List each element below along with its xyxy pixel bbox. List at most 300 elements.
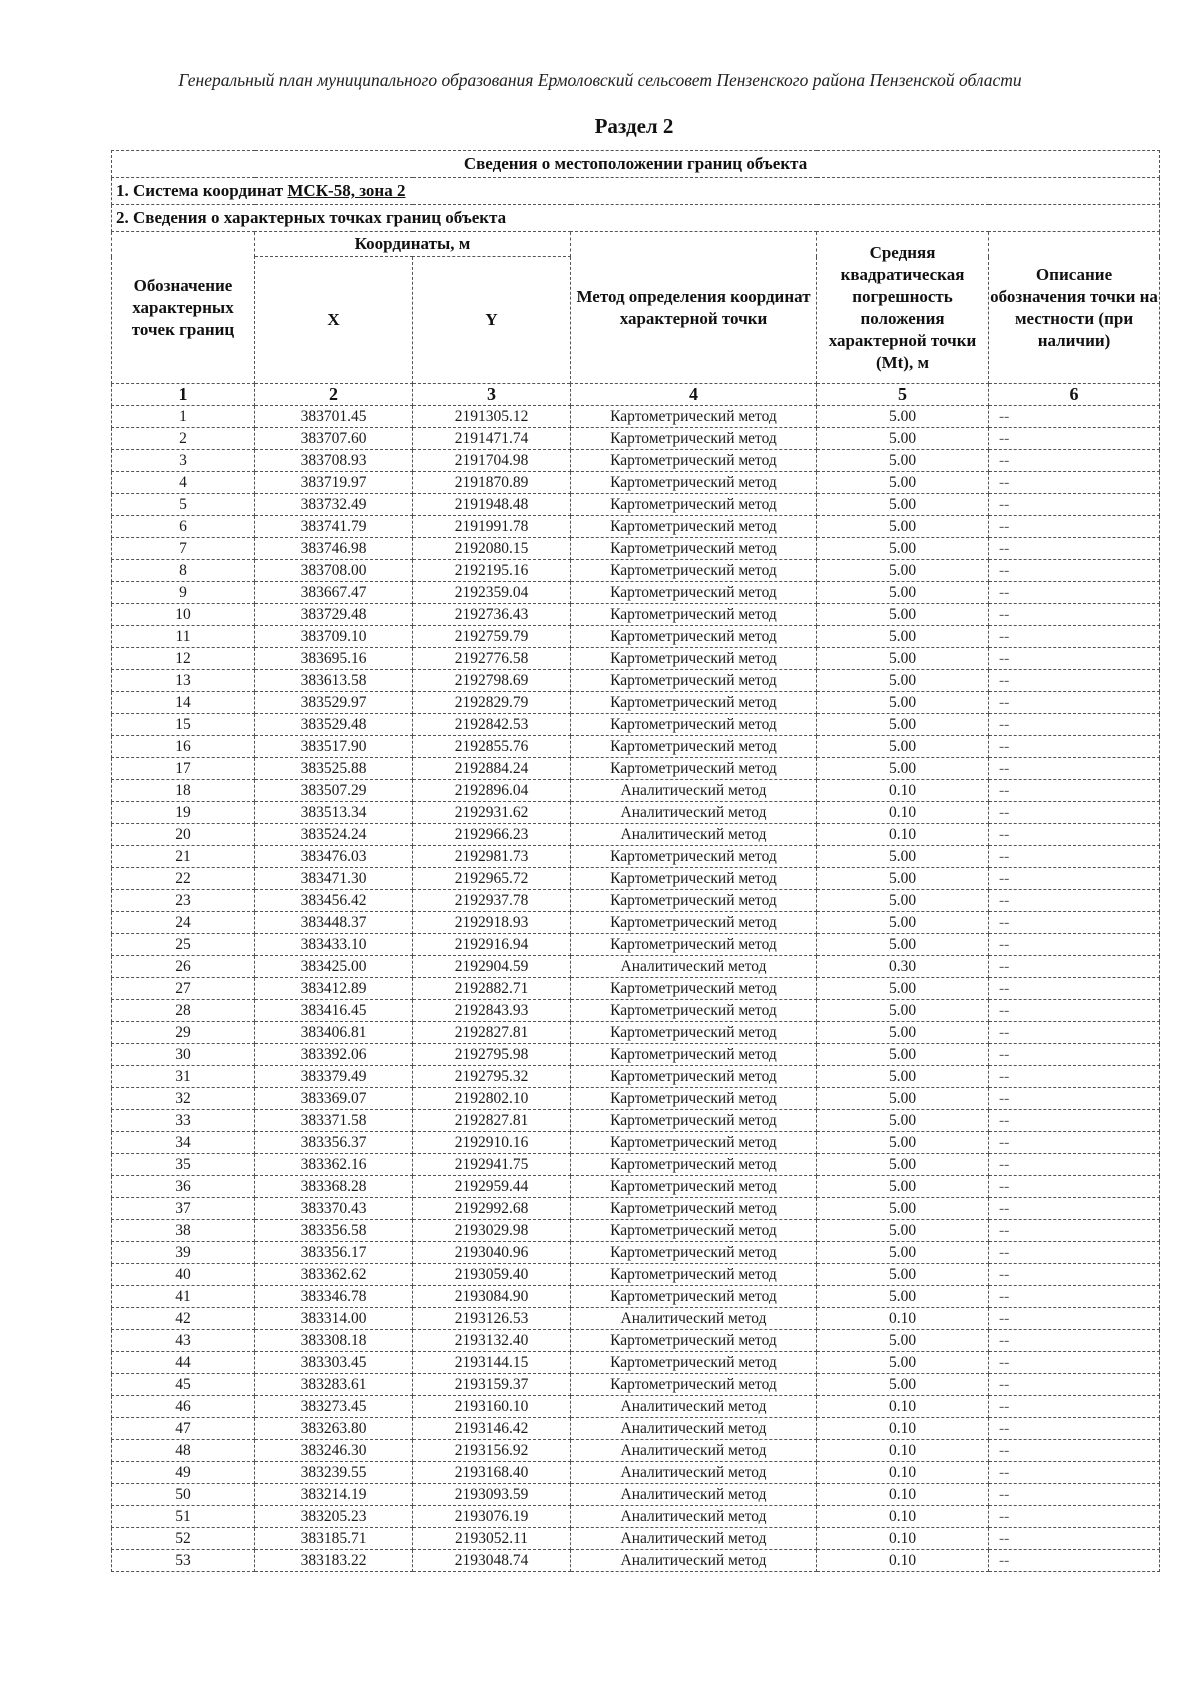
description-cell: -- xyxy=(989,1176,1160,1198)
description-cell: -- xyxy=(989,560,1160,582)
accuracy-cell: 5.00 xyxy=(817,560,989,582)
table-row xyxy=(112,758,1160,780)
accuracy-cell: 5.00 xyxy=(817,1022,989,1044)
description-cell: -- xyxy=(989,934,1160,956)
x-coord-cell: 383371.58 xyxy=(255,1110,413,1132)
description-cell: -- xyxy=(989,956,1160,978)
x-coord-cell: 383746.98 xyxy=(255,538,413,560)
x-coord-cell: 383708.93 xyxy=(255,450,413,472)
y-coord-cell: 2192941.75 xyxy=(413,1154,571,1176)
y-coord-cell: 2192736.43 xyxy=(413,604,571,626)
description-cell: -- xyxy=(989,1132,1160,1154)
point-id-cell: 37 xyxy=(112,1198,255,1220)
point-id-cell: 23 xyxy=(112,890,255,912)
table-row xyxy=(112,1484,1160,1506)
point-id-cell: 24 xyxy=(112,912,255,934)
table-row xyxy=(112,1308,1160,1330)
x-coord-cell: 383524.24 xyxy=(255,824,413,846)
method-cell: Картометрический метод xyxy=(571,736,817,758)
description-cell: -- xyxy=(989,1110,1160,1132)
accuracy-cell: 5.00 xyxy=(817,1132,989,1154)
table-row xyxy=(112,1000,1160,1022)
column-number: 3 xyxy=(413,384,571,406)
point-id-cell: 38 xyxy=(112,1220,255,1242)
point-id-cell: 17 xyxy=(112,758,255,780)
accuracy-cell: 5.00 xyxy=(817,1198,989,1220)
method-cell: Картометрический метод xyxy=(571,516,817,538)
method-cell: Картометрический метод xyxy=(571,890,817,912)
x-coord-cell: 383529.48 xyxy=(255,714,413,736)
point-id-cell: 13 xyxy=(112,670,255,692)
y-coord-cell: 2192827.81 xyxy=(413,1110,571,1132)
accuracy-cell: 5.00 xyxy=(817,890,989,912)
table-body xyxy=(112,151,1160,1572)
boundary-points-table xyxy=(111,150,1160,1572)
description-cell: -- xyxy=(989,1088,1160,1110)
x-coord-cell: 383513.34 xyxy=(255,802,413,824)
accuracy-cell: 0.10 xyxy=(817,1528,989,1550)
accuracy-cell: 5.00 xyxy=(817,1110,989,1132)
table-row xyxy=(112,824,1160,846)
x-coord-cell: 383368.28 xyxy=(255,1176,413,1198)
accuracy-cell: 5.00 xyxy=(817,1242,989,1264)
method-cell: Картометрический метод xyxy=(571,406,817,428)
col-header-description: Описание обозначения точки на местности (при наличии) xyxy=(989,232,1160,384)
x-coord-cell: 383356.58 xyxy=(255,1220,413,1242)
description-cell: -- xyxy=(989,758,1160,780)
table-row xyxy=(112,494,1160,516)
x-coord-cell: 383246.30 xyxy=(255,1440,413,1462)
x-coord-cell: 383273.45 xyxy=(255,1396,413,1418)
point-id-cell: 7 xyxy=(112,538,255,560)
description-cell: -- xyxy=(989,714,1160,736)
y-coord-cell: 2192966.23 xyxy=(413,824,571,846)
table-row xyxy=(112,1110,1160,1132)
description-cell: -- xyxy=(989,1440,1160,1462)
y-coord-cell: 2193084.90 xyxy=(413,1286,571,1308)
description-cell: -- xyxy=(989,1528,1160,1550)
table-row xyxy=(112,604,1160,626)
point-id-cell: 30 xyxy=(112,1044,255,1066)
x-coord-cell: 383613.58 xyxy=(255,670,413,692)
method-cell: Картометрический метод xyxy=(571,494,817,516)
method-cell: Картометрический метод xyxy=(571,1264,817,1286)
accuracy-cell: 5.00 xyxy=(817,1220,989,1242)
y-coord-cell: 2192829.79 xyxy=(413,692,571,714)
accuracy-cell: 5.00 xyxy=(817,626,989,648)
point-id-cell: 33 xyxy=(112,1110,255,1132)
table-row xyxy=(112,780,1160,802)
table-row xyxy=(112,1418,1160,1440)
method-cell: Картометрический метод xyxy=(571,538,817,560)
method-cell: Картометрический метод xyxy=(571,560,817,582)
x-coord-cell: 383529.97 xyxy=(255,692,413,714)
y-coord-cell: 2192916.94 xyxy=(413,934,571,956)
y-coord-cell: 2192359.04 xyxy=(413,582,571,604)
table-row xyxy=(112,626,1160,648)
y-coord-cell: 2193168.40 xyxy=(413,1462,571,1484)
column-number: 5 xyxy=(817,384,989,406)
accuracy-cell: 0.10 xyxy=(817,1506,989,1528)
point-id-cell: 18 xyxy=(112,780,255,802)
column-number: 6 xyxy=(989,384,1160,406)
table-row xyxy=(112,648,1160,670)
method-cell: Картометрический метод xyxy=(571,450,817,472)
point-id-cell: 32 xyxy=(112,1088,255,1110)
x-coord-cell: 383392.06 xyxy=(255,1044,413,1066)
point-id-cell: 49 xyxy=(112,1462,255,1484)
x-coord-cell: 383456.42 xyxy=(255,890,413,912)
description-cell: -- xyxy=(989,978,1160,1000)
description-cell: -- xyxy=(989,780,1160,802)
table-row xyxy=(112,912,1160,934)
description-cell: -- xyxy=(989,538,1160,560)
y-coord-cell: 2192992.68 xyxy=(413,1198,571,1220)
point-id-cell: 39 xyxy=(112,1242,255,1264)
y-coord-cell: 2192776.58 xyxy=(413,648,571,670)
x-coord-cell: 383303.45 xyxy=(255,1352,413,1374)
method-cell: Аналитический метод xyxy=(571,1550,817,1572)
method-cell: Картометрический метод xyxy=(571,692,817,714)
accuracy-cell: 5.00 xyxy=(817,670,989,692)
accuracy-cell: 5.00 xyxy=(817,1352,989,1374)
method-cell: Аналитический метод xyxy=(571,1440,817,1462)
x-coord-cell: 383370.43 xyxy=(255,1198,413,1220)
description-cell: -- xyxy=(989,648,1160,670)
y-coord-cell: 2192855.76 xyxy=(413,736,571,758)
method-cell: Аналитический метод xyxy=(571,1528,817,1550)
column-number: 1 xyxy=(112,384,255,406)
table-row xyxy=(112,956,1160,978)
table-row xyxy=(112,1528,1160,1550)
point-id-cell: 2 xyxy=(112,428,255,450)
method-cell: Картометрический метод xyxy=(571,1220,817,1242)
table-row xyxy=(112,846,1160,868)
x-coord-cell: 383356.37 xyxy=(255,1132,413,1154)
table-row xyxy=(112,1506,1160,1528)
accuracy-cell: 5.00 xyxy=(817,758,989,780)
description-cell: -- xyxy=(989,428,1160,450)
table-row xyxy=(112,736,1160,758)
table-row xyxy=(112,1198,1160,1220)
accuracy-cell: 5.00 xyxy=(817,1044,989,1066)
description-cell: -- xyxy=(989,1550,1160,1572)
table-row xyxy=(112,1066,1160,1088)
point-id-cell: 12 xyxy=(112,648,255,670)
point-id-cell: 48 xyxy=(112,1440,255,1462)
y-coord-cell: 2192759.79 xyxy=(413,626,571,648)
accuracy-cell: 0.10 xyxy=(817,1396,989,1418)
x-coord-cell: 383308.18 xyxy=(255,1330,413,1352)
description-cell: -- xyxy=(989,450,1160,472)
accuracy-cell: 5.00 xyxy=(817,582,989,604)
method-cell: Аналитический метод xyxy=(571,1418,817,1440)
y-coord-cell: 2192884.24 xyxy=(413,758,571,780)
description-cell: -- xyxy=(989,868,1160,890)
x-coord-cell: 383708.00 xyxy=(255,560,413,582)
y-coord-cell: 2191991.78 xyxy=(413,516,571,538)
description-cell: -- xyxy=(989,1242,1160,1264)
y-coord-cell: 2192795.98 xyxy=(413,1044,571,1066)
y-coord-cell: 2191305.12 xyxy=(413,406,571,428)
y-coord-cell: 2192918.93 xyxy=(413,912,571,934)
accuracy-cell: 5.00 xyxy=(817,978,989,1000)
col-header-method: Метод определения координат характерной точки xyxy=(571,232,817,384)
accuracy-cell: 5.00 xyxy=(817,1176,989,1198)
accuracy-cell: 5.00 xyxy=(817,1000,989,1022)
table-row xyxy=(112,1242,1160,1264)
accuracy-cell: 5.00 xyxy=(817,692,989,714)
accuracy-cell: 0.30 xyxy=(817,956,989,978)
x-coord-cell: 383379.49 xyxy=(255,1066,413,1088)
accuracy-cell: 0.10 xyxy=(817,1462,989,1484)
y-coord-cell: 2192843.93 xyxy=(413,1000,571,1022)
point-id-cell: 50 xyxy=(112,1484,255,1506)
description-cell: -- xyxy=(989,1022,1160,1044)
accuracy-cell: 0.10 xyxy=(817,1484,989,1506)
x-coord-cell: 383471.30 xyxy=(255,868,413,890)
table-row xyxy=(112,1352,1160,1374)
method-cell: Картометрический метод xyxy=(571,1352,817,1374)
description-cell: -- xyxy=(989,1154,1160,1176)
method-cell: Картометрический метод xyxy=(571,758,817,780)
accuracy-cell: 5.00 xyxy=(817,934,989,956)
point-id-cell: 29 xyxy=(112,1022,255,1044)
description-cell: -- xyxy=(989,1308,1160,1330)
accuracy-cell: 5.00 xyxy=(817,1330,989,1352)
table-row xyxy=(112,934,1160,956)
x-coord-cell: 383729.48 xyxy=(255,604,413,626)
y-coord-cell: 2192798.69 xyxy=(413,670,571,692)
table-row xyxy=(112,1176,1160,1198)
accuracy-cell: 0.10 xyxy=(817,780,989,802)
description-cell: -- xyxy=(989,1330,1160,1352)
x-coord-cell: 383205.23 xyxy=(255,1506,413,1528)
y-coord-cell: 2193059.40 xyxy=(413,1264,571,1286)
accuracy-cell: 5.00 xyxy=(817,538,989,560)
method-cell: Аналитический метод xyxy=(571,780,817,802)
method-cell: Картометрический метод xyxy=(571,648,817,670)
accuracy-cell: 0.10 xyxy=(817,1418,989,1440)
accuracy-cell: 0.10 xyxy=(817,802,989,824)
method-cell: Картометрический метод xyxy=(571,1088,817,1110)
method-cell: Аналитический метод xyxy=(571,956,817,978)
y-coord-cell: 2191471.74 xyxy=(413,428,571,450)
method-cell: Картометрический метод xyxy=(571,1198,817,1220)
method-cell: Картометрический метод xyxy=(571,1286,817,1308)
description-cell: -- xyxy=(989,1066,1160,1088)
document-header: Генеральный план муниципального образования Ермоловский сельсовет Пензенского района Пензенской области xyxy=(178,70,1022,90)
description-cell: -- xyxy=(989,1396,1160,1418)
y-coord-cell: 2193132.40 xyxy=(413,1330,571,1352)
table-row xyxy=(112,714,1160,736)
method-cell: Картометрический метод xyxy=(571,1022,817,1044)
description-cell: -- xyxy=(989,692,1160,714)
table-row xyxy=(112,1396,1160,1418)
column-number-row xyxy=(112,384,1160,406)
y-coord-cell: 2192910.16 xyxy=(413,1132,571,1154)
accuracy-cell: 5.00 xyxy=(817,406,989,428)
description-cell: -- xyxy=(989,516,1160,538)
description-cell: -- xyxy=(989,736,1160,758)
method-cell: Картометрический метод xyxy=(571,472,817,494)
method-cell: Картометрический метод xyxy=(571,670,817,692)
description-cell: -- xyxy=(989,1264,1160,1286)
method-cell: Картометрический метод xyxy=(571,1132,817,1154)
point-id-cell: 47 xyxy=(112,1418,255,1440)
table-row xyxy=(112,670,1160,692)
method-cell: Картометрический метод xyxy=(571,1176,817,1198)
accuracy-cell: 5.00 xyxy=(817,1374,989,1396)
y-coord-cell: 2192931.62 xyxy=(413,802,571,824)
y-coord-cell: 2192904.59 xyxy=(413,956,571,978)
point-id-cell: 3 xyxy=(112,450,255,472)
description-cell: -- xyxy=(989,1506,1160,1528)
y-coord-cell: 2192795.32 xyxy=(413,1066,571,1088)
point-id-cell: 8 xyxy=(112,560,255,582)
method-cell: Аналитический метод xyxy=(571,824,817,846)
y-coord-cell: 2193076.19 xyxy=(413,1506,571,1528)
table-row xyxy=(112,978,1160,1000)
x-coord-cell: 383314.00 xyxy=(255,1308,413,1330)
section-title: Раздел 2 xyxy=(594,114,674,138)
table-row xyxy=(112,538,1160,560)
point-id-cell: 28 xyxy=(112,1000,255,1022)
x-coord-cell: 383356.17 xyxy=(255,1242,413,1264)
accuracy-cell: 5.00 xyxy=(817,428,989,450)
x-coord-cell: 383448.37 xyxy=(255,912,413,934)
point-id-cell: 14 xyxy=(112,692,255,714)
description-cell: -- xyxy=(989,1352,1160,1374)
accuracy-cell: 0.10 xyxy=(817,1308,989,1330)
x-coord-cell: 383214.19 xyxy=(255,1484,413,1506)
x-coord-cell: 383433.10 xyxy=(255,934,413,956)
point-id-cell: 1 xyxy=(112,406,255,428)
method-cell: Картометрический метод xyxy=(571,714,817,736)
y-coord-cell: 2193160.10 xyxy=(413,1396,571,1418)
description-cell: -- xyxy=(989,1418,1160,1440)
y-coord-cell: 2192882.71 xyxy=(413,978,571,1000)
point-id-cell: 42 xyxy=(112,1308,255,1330)
y-coord-cell: 2192827.81 xyxy=(413,1022,571,1044)
point-id-cell: 10 xyxy=(112,604,255,626)
method-cell: Картометрический метод xyxy=(571,1066,817,1088)
accuracy-cell: 5.00 xyxy=(817,1264,989,1286)
x-coord-cell: 383719.97 xyxy=(255,472,413,494)
accuracy-cell: 5.00 xyxy=(817,604,989,626)
table-row xyxy=(112,1462,1160,1484)
y-coord-cell: 2192896.04 xyxy=(413,780,571,802)
method-cell: Аналитический метод xyxy=(571,1506,817,1528)
description-cell: -- xyxy=(989,912,1160,934)
description-cell: -- xyxy=(989,626,1160,648)
y-coord-cell: 2191948.48 xyxy=(413,494,571,516)
description-cell: -- xyxy=(989,890,1160,912)
table-row xyxy=(112,1440,1160,1462)
coord-system-value: МСК-58, зона 2 xyxy=(287,181,406,200)
table-row xyxy=(112,472,1160,494)
x-coord-cell: 383416.45 xyxy=(255,1000,413,1022)
y-coord-cell: 2191870.89 xyxy=(413,472,571,494)
x-coord-cell: 383183.22 xyxy=(255,1550,413,1572)
y-coord-cell: 2193048.74 xyxy=(413,1550,571,1572)
table-row xyxy=(112,802,1160,824)
point-id-cell: 40 xyxy=(112,1264,255,1286)
description-cell: -- xyxy=(989,1462,1160,1484)
col-header-point-id: Обозначение характерных точек границ xyxy=(112,232,255,384)
description-cell: -- xyxy=(989,1000,1160,1022)
description-cell: -- xyxy=(989,802,1160,824)
accuracy-cell: 0.10 xyxy=(817,1550,989,1572)
accuracy-cell: 5.00 xyxy=(817,714,989,736)
x-coord-cell: 383406.81 xyxy=(255,1022,413,1044)
accuracy-cell: 5.00 xyxy=(817,494,989,516)
description-cell: -- xyxy=(989,406,1160,428)
accuracy-cell: 5.00 xyxy=(817,648,989,670)
description-cell: -- xyxy=(989,494,1160,516)
y-coord-cell: 2192959.44 xyxy=(413,1176,571,1198)
method-cell: Картометрический метод xyxy=(571,868,817,890)
table-row xyxy=(112,1154,1160,1176)
table-row xyxy=(112,582,1160,604)
point-id-cell: 26 xyxy=(112,956,255,978)
description-cell: -- xyxy=(989,472,1160,494)
y-coord-cell: 2193029.98 xyxy=(413,1220,571,1242)
method-cell: Аналитический метод xyxy=(571,1484,817,1506)
table-row xyxy=(112,1088,1160,1110)
table-row xyxy=(112,1132,1160,1154)
y-coord-cell: 2192802.10 xyxy=(413,1088,571,1110)
table-row xyxy=(112,1044,1160,1066)
method-cell: Картометрический метод xyxy=(571,934,817,956)
point-id-cell: 43 xyxy=(112,1330,255,1352)
method-cell: Картометрический метод xyxy=(571,1374,817,1396)
x-coord-cell: 383185.71 xyxy=(255,1528,413,1550)
table-title: Сведения о местоположении границ объекта xyxy=(112,151,1160,178)
method-cell: Картометрический метод xyxy=(571,912,817,934)
table-row xyxy=(112,560,1160,582)
coord-system-row xyxy=(112,178,1160,205)
x-coord-cell: 383412.89 xyxy=(255,978,413,1000)
description-cell: -- xyxy=(989,582,1160,604)
y-coord-cell: 2193093.59 xyxy=(413,1484,571,1506)
table-row xyxy=(112,428,1160,450)
method-cell: Картометрический метод xyxy=(571,1242,817,1264)
table-row xyxy=(112,1374,1160,1396)
point-id-cell: 19 xyxy=(112,802,255,824)
table-row xyxy=(112,1330,1160,1352)
points-caption: 2. Сведения о характерных точках границ объекта xyxy=(112,205,1160,232)
description-cell: -- xyxy=(989,1484,1160,1506)
point-id-cell: 6 xyxy=(112,516,255,538)
table-row xyxy=(112,1264,1160,1286)
method-cell: Картометрический метод xyxy=(571,846,817,868)
y-coord-cell: 2192195.16 xyxy=(413,560,571,582)
col-header-x: X xyxy=(255,257,413,384)
method-cell: Картометрический метод xyxy=(571,1330,817,1352)
point-id-cell: 35 xyxy=(112,1154,255,1176)
coord-system-label: 1. Система координат xyxy=(116,181,288,200)
accuracy-cell: 5.00 xyxy=(817,472,989,494)
method-cell: Картометрический метод xyxy=(571,582,817,604)
x-coord-cell: 383525.88 xyxy=(255,758,413,780)
col-header-accuracy: Средняя квадратическая погрешность положения характерной точки (Mt), м xyxy=(817,232,989,384)
accuracy-cell: 5.00 xyxy=(817,1066,989,1088)
x-coord-cell: 383667.47 xyxy=(255,582,413,604)
point-id-cell: 41 xyxy=(112,1286,255,1308)
col-header-y: Y xyxy=(413,257,571,384)
method-cell: Картометрический метод xyxy=(571,978,817,1000)
